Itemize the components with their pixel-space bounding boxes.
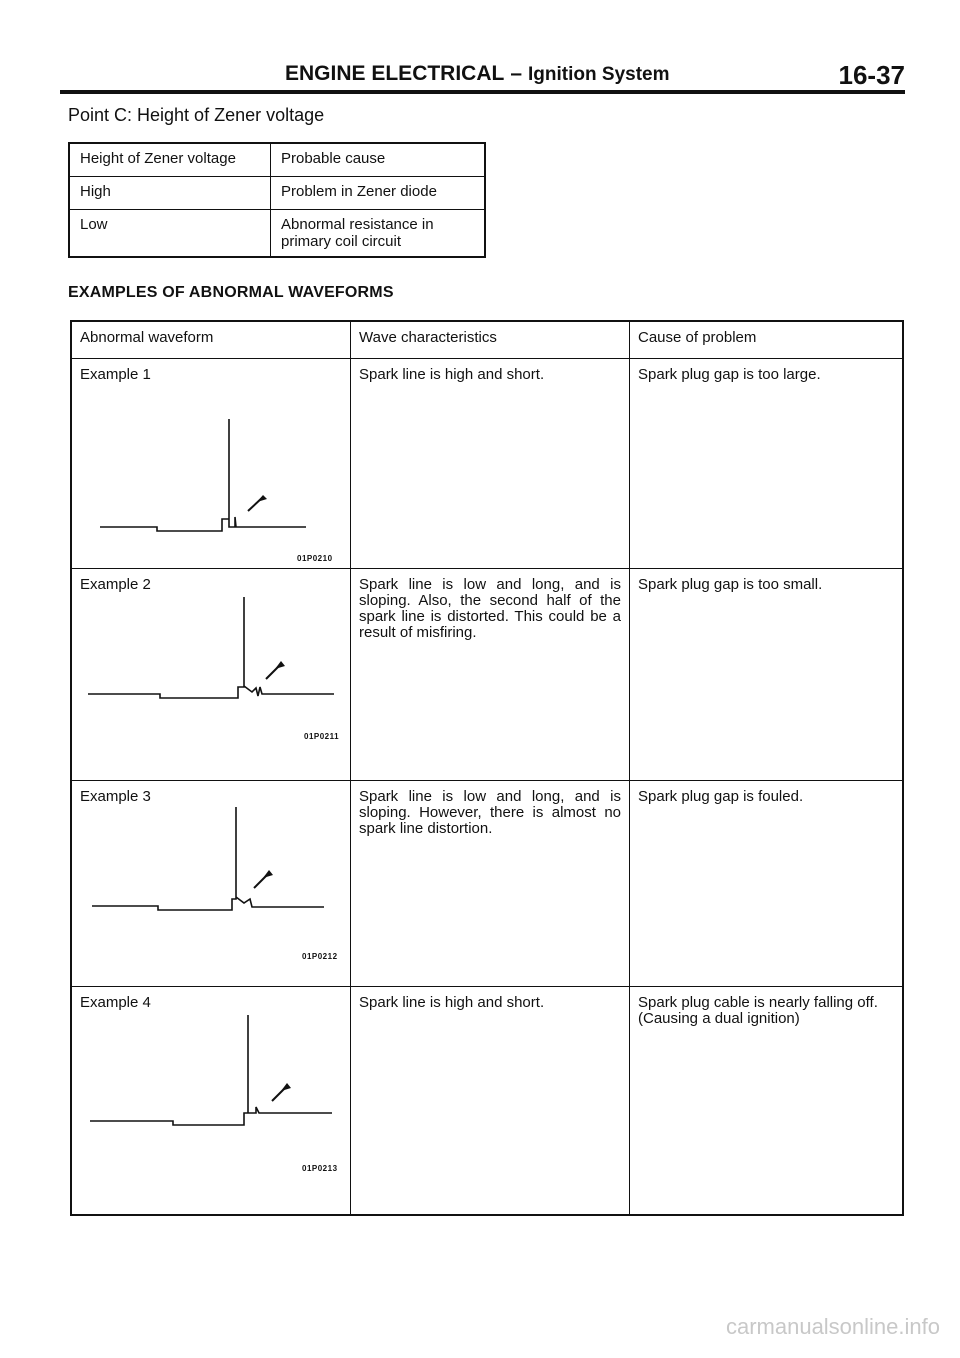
- table-cell: Low: [69, 210, 271, 258]
- table-header-cell: Probable cause: [271, 143, 486, 177]
- example-label: Example 2: [80, 576, 151, 593]
- waveform-line: [92, 807, 324, 910]
- table-cell: Abnormal resistance in primary coil circuit: [271, 210, 486, 258]
- header-separator: –: [510, 62, 523, 85]
- waveform-cell: [71, 359, 351, 569]
- watermark: carmanualsonline.info: [725, 1314, 940, 1339]
- waveform-diagram: [72, 569, 348, 781]
- header-title: [285, 62, 670, 86]
- section-title: EXAMPLES OF ABNORMAL WAVEFORMS: [68, 284, 394, 301]
- example-label: Example 1: [80, 366, 151, 383]
- figure-code: 01P0213: [302, 1164, 338, 1173]
- table-header-cell: Abnormal waveform: [71, 321, 351, 359]
- waveform-cell: [71, 569, 351, 781]
- characteristics-cell: Spark line is high and short.: [351, 987, 630, 1215]
- waveform-cell: [71, 781, 351, 987]
- waveform-line: [88, 597, 334, 698]
- figure-code: 01P0212: [302, 952, 338, 961]
- waveform-diagram: [72, 359, 348, 569]
- example-label: Example 3: [80, 788, 151, 805]
- table-cell: Problem in Zener diode: [271, 177, 486, 210]
- header-main-title: ENGINE ELECTRICAL: [285, 62, 505, 85]
- table-header-cell: Wave characteristics: [351, 321, 630, 359]
- table-row: [71, 781, 903, 987]
- header-subtitle: Ignition System: [528, 64, 670, 85]
- table-header-row: [71, 321, 903, 359]
- zener-voltage-table: [68, 142, 486, 258]
- table-row: [71, 359, 903, 569]
- waveform-diagram: [72, 987, 348, 1215]
- waveform-line: [90, 1015, 332, 1125]
- table-row: [71, 569, 903, 781]
- table-cell: High: [69, 177, 271, 210]
- cause-cell: Spark plug gap is too small.: [630, 569, 904, 781]
- waveform-cell: [71, 987, 351, 1215]
- characteristics-cell: Spark line is low and long, and is sloping. However, there is almost no spark line distortion.: [351, 781, 630, 987]
- waveform-line: [100, 419, 306, 531]
- page-number: 16-37: [838, 60, 905, 90]
- figure-code: 01P0211: [304, 732, 340, 741]
- table-header-cell: Height of Zener voltage: [69, 143, 271, 177]
- cause-cell: Spark plug gap is fouled.: [630, 781, 904, 987]
- characteristics-cell: Spark line is high and short.: [351, 359, 630, 569]
- cause-cell: Spark plug cable is nearly falling off. (Causing a dual ignition): [630, 987, 904, 1215]
- table-row: [69, 210, 485, 258]
- point-c-heading: Point C: Height of Zener voltage: [68, 105, 325, 125]
- table-header-cell: Cause of problem: [630, 321, 904, 359]
- figure-code: 01P0210: [297, 554, 333, 563]
- table-header-row: [69, 143, 485, 177]
- example-label: Example 4: [80, 994, 151, 1011]
- table-row: [69, 177, 485, 210]
- abnormal-waveforms-table: [70, 320, 904, 1216]
- cause-cell: Spark plug gap is too large.: [630, 359, 904, 569]
- characteristics-cell: Spark line is low and long, and is sloping. Also, the second half of the spark line is distorted. This could be a result of misfiring.: [351, 569, 630, 781]
- table-row: [71, 987, 903, 1215]
- page-header: [60, 58, 905, 94]
